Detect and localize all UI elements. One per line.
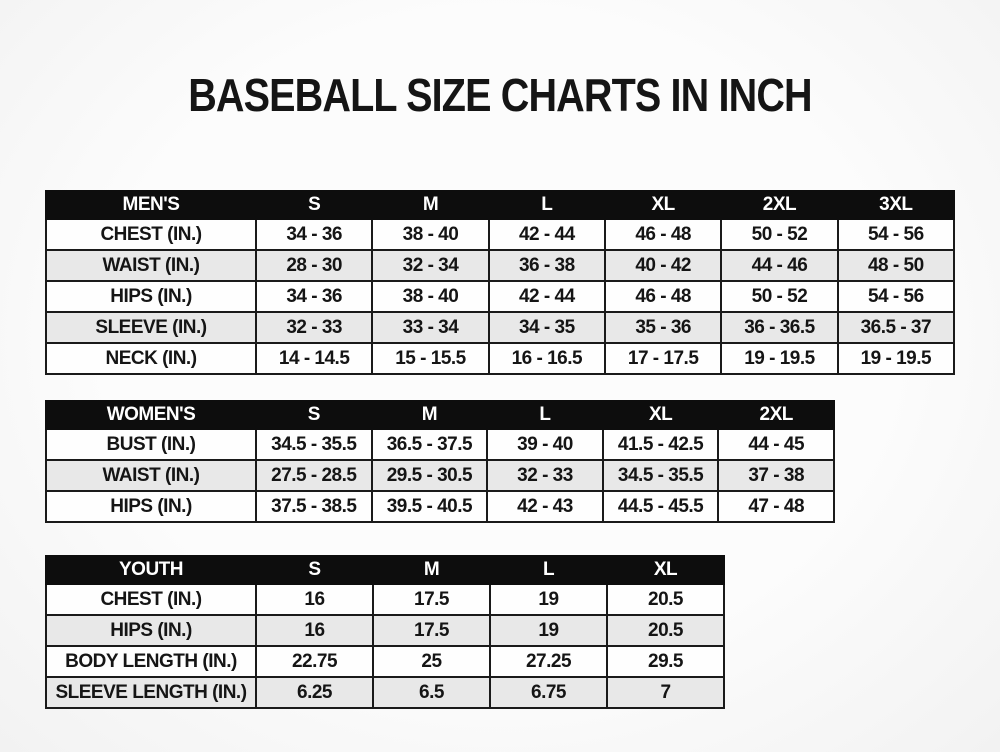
size-value-cell: 16 bbox=[256, 584, 373, 615]
mens-row bbox=[46, 312, 954, 343]
size-value-cell: 33 - 34 bbox=[372, 312, 488, 343]
youth-size-header-l: L bbox=[490, 556, 607, 584]
size-value-cell: 16 - 16.5 bbox=[489, 343, 605, 374]
youth-header-label: YOUTH bbox=[46, 556, 256, 584]
womens-header-label: WOMEN'S bbox=[46, 401, 256, 429]
size-value-cell: 42 - 44 bbox=[489, 281, 605, 312]
page-title: BASEBALL SIZE CHARTS IN INCH bbox=[188, 69, 812, 121]
size-value-cell: 42 - 44 bbox=[489, 219, 605, 250]
mens-size-header-3xl: 3XL bbox=[838, 191, 954, 219]
size-value-cell: 19 - 19.5 bbox=[721, 343, 837, 374]
mens-size-table bbox=[45, 190, 955, 375]
row-label: NECK (IN.) bbox=[46, 343, 256, 374]
mens-row bbox=[46, 343, 954, 374]
womens-size-header-2xl: 2XL bbox=[718, 401, 834, 429]
size-value-cell: 47 - 48 bbox=[718, 491, 834, 522]
womens-size-header-s: S bbox=[256, 401, 372, 429]
size-value-cell: 39.5 - 40.5 bbox=[372, 491, 488, 522]
size-value-cell: 37.5 - 38.5 bbox=[256, 491, 372, 522]
size-value-cell: 34 - 35 bbox=[489, 312, 605, 343]
size-value-cell: 36 - 38 bbox=[489, 250, 605, 281]
mens-size-header-xl: XL bbox=[605, 191, 721, 219]
size-value-cell: 27.5 - 28.5 bbox=[256, 460, 372, 491]
size-value-cell: 14 - 14.5 bbox=[256, 343, 372, 374]
womens-size-table bbox=[45, 400, 835, 523]
size-value-cell: 41.5 - 42.5 bbox=[603, 429, 719, 460]
size-value-cell: 34.5 - 35.5 bbox=[603, 460, 719, 491]
row-label: HIPS (IN.) bbox=[46, 615, 256, 646]
size-value-cell: 40 - 42 bbox=[605, 250, 721, 281]
size-value-cell: 17.5 bbox=[373, 584, 490, 615]
womens-size-header-xl: XL bbox=[603, 401, 719, 429]
womens-size-header-l: L bbox=[487, 401, 603, 429]
size-value-cell: 38 - 40 bbox=[372, 219, 488, 250]
size-value-cell: 28 - 30 bbox=[256, 250, 372, 281]
row-label: HIPS (IN.) bbox=[46, 491, 256, 522]
youth-size-header-m: M bbox=[373, 556, 490, 584]
size-value-cell: 34 - 36 bbox=[256, 219, 372, 250]
size-value-cell: 19 bbox=[490, 584, 607, 615]
mens-row bbox=[46, 250, 954, 281]
size-value-cell: 44.5 - 45.5 bbox=[603, 491, 719, 522]
youth-row bbox=[46, 646, 724, 677]
size-value-cell: 32 - 33 bbox=[256, 312, 372, 343]
youth-size-header-xl: XL bbox=[607, 556, 724, 584]
row-label: SLEEVE (IN.) bbox=[46, 312, 256, 343]
size-value-cell: 50 - 52 bbox=[721, 219, 837, 250]
womens-row bbox=[46, 460, 834, 491]
size-value-cell: 44 - 46 bbox=[721, 250, 837, 281]
size-value-cell: 29.5 bbox=[607, 646, 724, 677]
size-value-cell: 22.75 bbox=[256, 646, 373, 677]
size-value-cell: 35 - 36 bbox=[605, 312, 721, 343]
youth-size-header-s: S bbox=[256, 556, 373, 584]
mens-row bbox=[46, 219, 954, 250]
size-value-cell: 19 bbox=[490, 615, 607, 646]
youth-row bbox=[46, 615, 724, 646]
mens-header-row bbox=[46, 191, 954, 219]
size-value-cell: 54 - 56 bbox=[838, 281, 954, 312]
size-value-cell: 34.5 - 35.5 bbox=[256, 429, 372, 460]
size-value-cell: 6.5 bbox=[373, 677, 490, 708]
youth-size-table bbox=[45, 555, 725, 709]
size-value-cell: 32 - 34 bbox=[372, 250, 488, 281]
mens-size-header-m: M bbox=[372, 191, 488, 219]
size-value-cell: 46 - 48 bbox=[605, 219, 721, 250]
youth-row bbox=[46, 584, 724, 615]
size-value-cell: 36.5 - 37.5 bbox=[372, 429, 488, 460]
size-value-cell: 36 - 36.5 bbox=[721, 312, 837, 343]
size-value-cell: 6.75 bbox=[490, 677, 607, 708]
row-label: BUST (IN.) bbox=[46, 429, 256, 460]
size-value-cell: 36.5 - 37 bbox=[838, 312, 954, 343]
size-value-cell: 20.5 bbox=[607, 584, 724, 615]
size-value-cell: 42 - 43 bbox=[487, 491, 603, 522]
size-value-cell: 38 - 40 bbox=[372, 281, 488, 312]
size-value-cell: 20.5 bbox=[607, 615, 724, 646]
size-value-cell: 15 - 15.5 bbox=[372, 343, 488, 374]
size-value-cell: 34 - 36 bbox=[256, 281, 372, 312]
mens-size-header-s: S bbox=[256, 191, 372, 219]
womens-header-row bbox=[46, 401, 834, 429]
size-value-cell: 44 - 45 bbox=[718, 429, 834, 460]
youth-header-row bbox=[46, 556, 724, 584]
size-value-cell: 19 - 19.5 bbox=[838, 343, 954, 374]
size-value-cell: 39 - 40 bbox=[487, 429, 603, 460]
size-value-cell: 17 - 17.5 bbox=[605, 343, 721, 374]
row-label: CHEST (IN.) bbox=[46, 584, 256, 615]
row-label: HIPS (IN.) bbox=[46, 281, 256, 312]
row-label: WAIST (IN.) bbox=[46, 250, 256, 281]
mens-row bbox=[46, 281, 954, 312]
mens-size-header-2xl: 2XL bbox=[721, 191, 837, 219]
womens-size-header-m: M bbox=[372, 401, 488, 429]
youth-row bbox=[46, 677, 724, 708]
size-value-cell: 7 bbox=[607, 677, 724, 708]
size-value-cell: 17.5 bbox=[373, 615, 490, 646]
size-value-cell: 46 - 48 bbox=[605, 281, 721, 312]
row-label: CHEST (IN.) bbox=[46, 219, 256, 250]
womens-row bbox=[46, 491, 834, 522]
size-value-cell: 6.25 bbox=[256, 677, 373, 708]
size-value-cell: 37 - 38 bbox=[718, 460, 834, 491]
womens-row bbox=[46, 429, 834, 460]
size-value-cell: 32 - 33 bbox=[487, 460, 603, 491]
mens-size-header-l: L bbox=[489, 191, 605, 219]
size-value-cell: 48 - 50 bbox=[838, 250, 954, 281]
size-value-cell: 29.5 - 30.5 bbox=[372, 460, 488, 491]
row-label: SLEEVE LENGTH (IN.) bbox=[46, 677, 256, 708]
mens-header-label: MEN'S bbox=[46, 191, 256, 219]
size-value-cell: 54 - 56 bbox=[838, 219, 954, 250]
size-value-cell: 50 - 52 bbox=[721, 281, 837, 312]
row-label: WAIST (IN.) bbox=[46, 460, 256, 491]
size-value-cell: 16 bbox=[256, 615, 373, 646]
row-label: BODY LENGTH (IN.) bbox=[46, 646, 256, 677]
size-value-cell: 25 bbox=[373, 646, 490, 677]
size-value-cell: 27.25 bbox=[490, 646, 607, 677]
